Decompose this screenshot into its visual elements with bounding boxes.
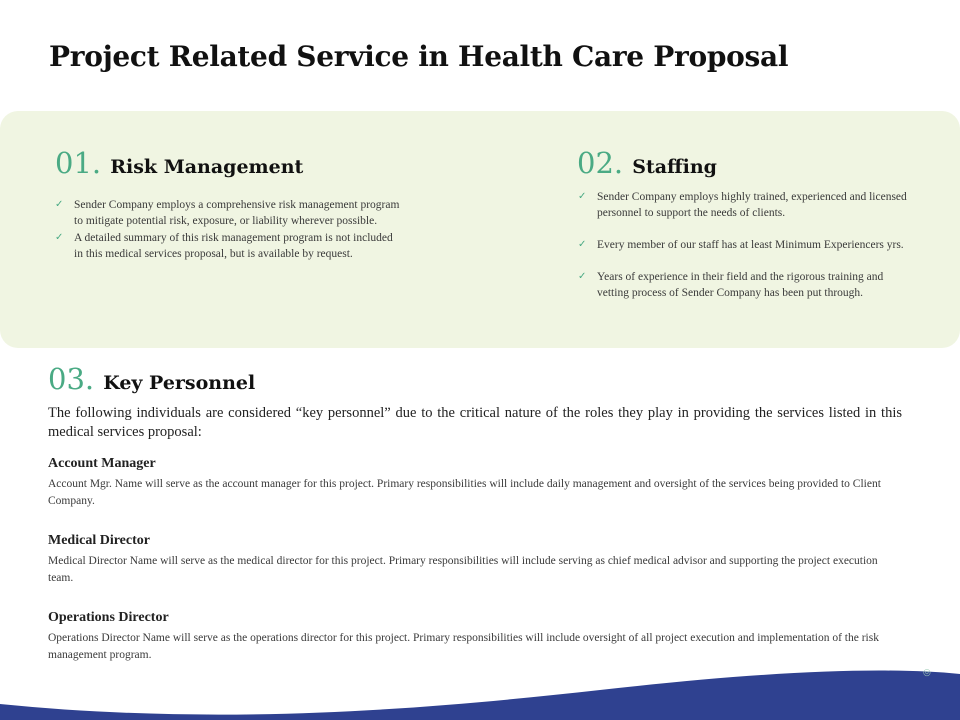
staffing-section-title: Staffing [632,156,717,178]
footer-wave-shape [0,671,960,720]
check-icon: ✓ [578,191,587,202]
footer-wave [0,640,960,720]
staffing-section-number: 02. [577,146,624,180]
personnel-section-heading [48,362,255,396]
check-icon: ✓ [578,239,587,250]
staffing-item-text: Sender Company employs highly trained, experienced and licensed personnel to support the needs of clients. [597,191,907,219]
risk-section-number: 01. [55,146,102,180]
staffing-section-heading [577,146,717,180]
list-item [55,230,400,262]
personnel-section-title: Key Personnel [103,372,256,394]
page-title: Project Related Service in Health Care Proposal [49,40,789,73]
risk-item-text: A detailed summary of this risk management program is not included in this medical services proposal, but is available by request. [74,232,393,260]
role-title-medical-director: Medical Director [48,533,150,548]
list-item [578,269,913,301]
personnel-intro: The following individuals are considered “key personnel” due to the critical nature of the roles they play in providing the services listed in this medical services proposal: [48,405,902,440]
list-item [578,189,913,221]
check-icon: ✓ [578,271,587,282]
list-item [55,197,400,229]
check-icon: ✓ [55,232,64,243]
list-item [578,237,913,253]
role-desc-operations-director: Operations Director Name will serve as the operations director for this project. Primary responsibilities will include oversight of all project execution and implementation of the risk management program. [48,632,879,661]
check-icon: ✓ [55,199,64,210]
risk-section-title: Risk Management [110,156,304,178]
role-title-account-manager: Account Manager [48,456,156,471]
risk-list [55,197,400,263]
role-desc-medical-director: Medical Director Name will serve as the medical director for this project. Primary responsibilities will include serving as chief medical advisor and supporting the project execution team. [48,555,878,584]
risk-section-heading [55,146,303,180]
risk-item-text: Sender Company employs a comprehensive risk management program to mitigate potential risk, exposure, or liability wherever possible. [74,199,400,227]
staffing-item-text: Years of experience in their field and the rigorous training and vetting process of Sender Company has been put through. [597,271,884,299]
role-title-operations-director: Operations Director [48,610,169,625]
role-desc-account-manager: Account Mgr. Name will serve as the account manager for this project. Primary responsibilities will include daily management and oversight of the services being provided to Client Company. [48,478,881,507]
page-mark-icon: ◎ [923,668,931,678]
staffing-list [578,189,913,317]
staffing-item-text: Every member of our staff has at least Minimum Experiencers yrs. [597,239,904,251]
personnel-section-number: 03. [48,362,95,396]
